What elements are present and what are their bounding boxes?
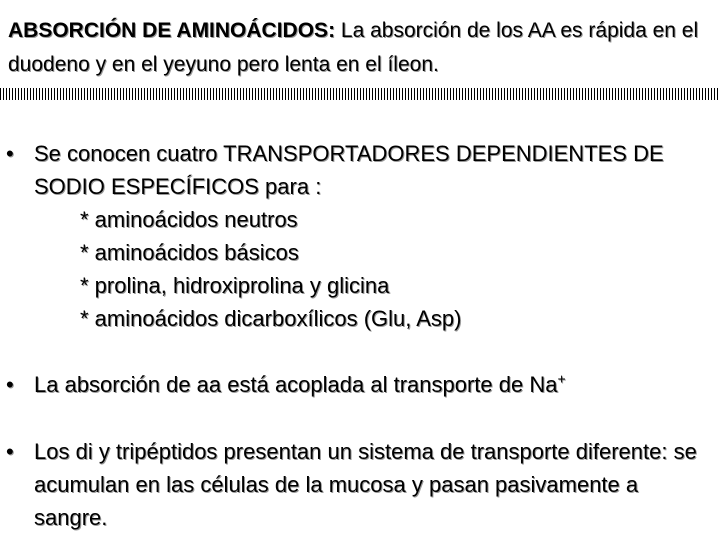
divider-rule <box>0 88 720 100</box>
bullet-intro: Se conocen cuatro <box>34 141 224 166</box>
bullet-outro: para : <box>258 174 322 199</box>
bullet-peptides <box>6 435 714 534</box>
list-item: * aminoácidos básicos <box>80 240 299 265</box>
list-item: * aminoácidos dicarboxílicos (Glu, Asp) <box>80 306 462 331</box>
bullet-marker: • <box>6 141 14 166</box>
bullet-text: Los di y tripéptidos presentan un sistema de transporte diferente: se acumulan en las células de la mucosa y pasan pasivamente a sangre. <box>34 439 697 530</box>
title-bold-heading: ABSORCIÓN DE AMINOÁCIDOS: <box>8 19 336 42</box>
title-text: La absorción de los AA es rápida en el duodeno y en el yeyuno pero lenta en el íleon. <box>8 19 699 76</box>
list-item: * prolina, hidroxiprolina y glicina <box>80 273 390 298</box>
slide-title <box>8 14 714 82</box>
bullet-emphasis: TRANSPORTADORES DEPENDIENTES DE SODIO ESPECÍFICOS <box>34 141 664 199</box>
bullet-marker: • <box>6 372 14 397</box>
sodium-charge-superscript: + <box>557 370 566 387</box>
bullet-text: La absorción de aa está acoplada al transporte de Na <box>34 372 558 397</box>
bullet-transportadores <box>6 137 714 335</box>
bullet-sodium-coupling <box>6 368 714 401</box>
bullet-marker: • <box>6 439 14 464</box>
list-item: * aminoácidos neutros <box>80 207 298 232</box>
